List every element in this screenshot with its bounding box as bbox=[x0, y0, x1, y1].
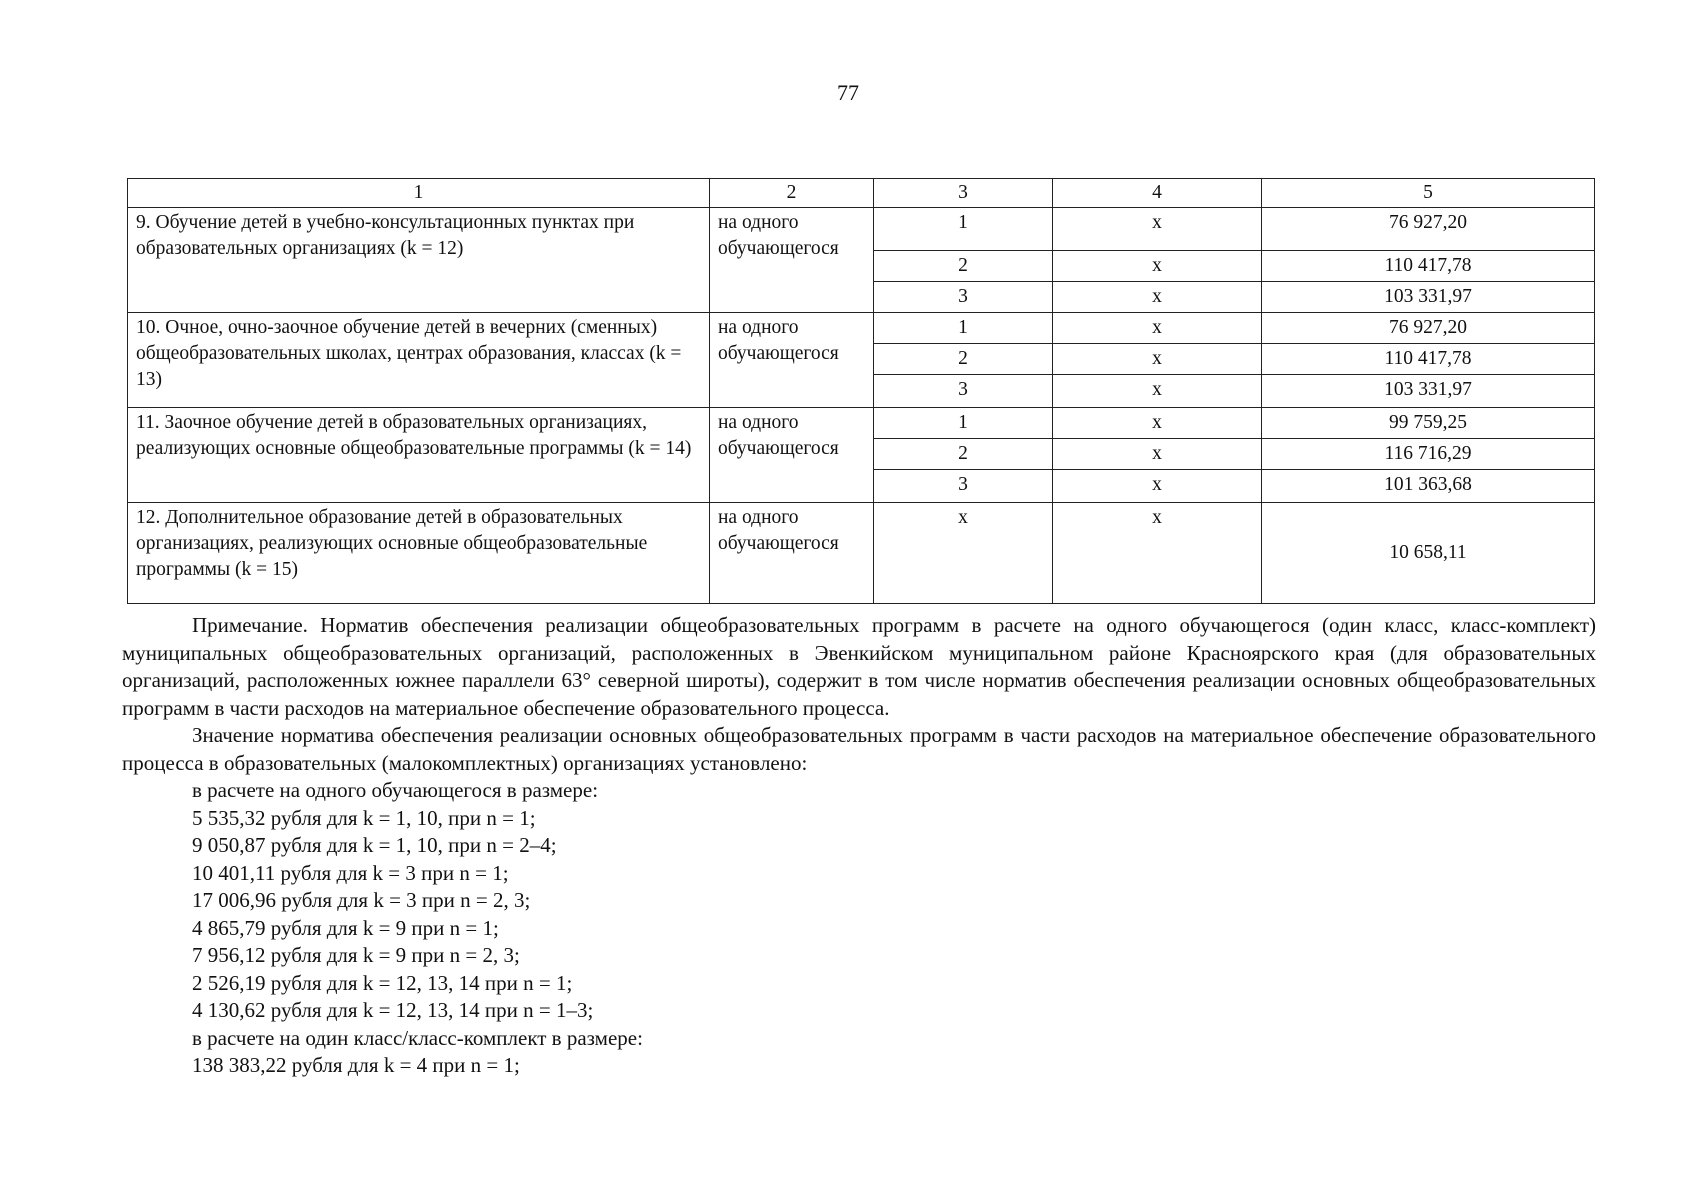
row-n: 2 bbox=[874, 439, 1053, 470]
row-value: 110 417,78 bbox=[1262, 251, 1595, 282]
note-line: в расчете на одного обучающегося в размере: bbox=[192, 778, 599, 802]
table-row bbox=[128, 408, 1595, 439]
note-line: 2 526,19 рубля для k = 12, 13, 14 при n = 1; bbox=[192, 970, 573, 995]
row-col4: x bbox=[1053, 375, 1262, 408]
row-value: 110 417,78 bbox=[1262, 344, 1595, 375]
row-unit: на одного обучающегося bbox=[710, 503, 874, 604]
header-col-2: 2 bbox=[710, 179, 874, 208]
note-line: 10 401,11 рубля для k = 3 при n = 1; bbox=[192, 860, 509, 885]
row-n: 1 bbox=[874, 313, 1053, 344]
row-value: 76 927,20 bbox=[1262, 208, 1595, 251]
row-n: 3 bbox=[874, 470, 1053, 503]
row-name: 11. Заочное обучение детей в образовательных организациях, реализующих основные общеобразовательные программы (k = 14) bbox=[128, 408, 710, 503]
note-line: 5 535,32 рубля для k = 1, 10, при n = 1; bbox=[192, 805, 536, 830]
note-line: в расчете на один класс/класс-комплект в размере: bbox=[192, 1025, 643, 1050]
row-value: 103 331,97 bbox=[1262, 282, 1595, 313]
row-value: 76 927,20 bbox=[1262, 313, 1595, 344]
note-line: 4 130,62 рубля для k = 12, 13, 14 при n = 1–3; bbox=[192, 998, 594, 1022]
row-value: 10 658,11 bbox=[1262, 503, 1595, 604]
row-n: 1 bbox=[874, 408, 1053, 439]
note-line: 9 050,87 рубля для k = 1, 10, при n = 2–4; bbox=[192, 833, 557, 857]
row-name: 10. Очное, очно-заочное обучение детей в вечерних (сменных) общеобразовательных школах, центрах образования, классах (k = 13) bbox=[128, 313, 710, 408]
note-paragraph-2: Значение норматива обеспечения реализации основных общеобразовательных программ в части расходов на материальное обеспечение образовательного процесса в образовательных (малокомплектных) организациях установлено: bbox=[122, 723, 1596, 775]
row-n: 1 bbox=[874, 208, 1053, 251]
row-col4: x bbox=[1053, 251, 1262, 282]
row-col4: x bbox=[1053, 439, 1262, 470]
table-header-row bbox=[128, 179, 1595, 208]
row-col4: x bbox=[1053, 408, 1262, 439]
table-row bbox=[128, 503, 1595, 604]
row-col4: x bbox=[1053, 503, 1262, 604]
row-col4: x bbox=[1053, 313, 1262, 344]
row-value: 103 331,97 bbox=[1262, 375, 1595, 408]
row-value: 99 759,25 bbox=[1262, 408, 1595, 439]
row-n: x bbox=[874, 503, 1053, 604]
row-n: 3 bbox=[874, 282, 1053, 313]
header-col-3: 3 bbox=[874, 179, 1053, 208]
row-col4: x bbox=[1053, 344, 1262, 375]
row-name: 9. Обучение детей в учебно-консультационных пунктах при образовательных организациях (k = 12) bbox=[128, 208, 710, 313]
row-unit: на одного обучающегося bbox=[710, 408, 874, 503]
header-col-4: 4 bbox=[1053, 179, 1262, 208]
header-col-5: 5 bbox=[1262, 179, 1595, 208]
page-number: 77 bbox=[837, 80, 859, 105]
note-line: 4 865,79 рубля для k = 9 при n = 1; bbox=[192, 915, 499, 940]
header-col-1: 1 bbox=[128, 179, 710, 208]
note-line: 17 006,96 рубля для k = 3 при n = 2, 3; bbox=[192, 888, 531, 912]
row-col4: x bbox=[1053, 282, 1262, 313]
row-n: 2 bbox=[874, 344, 1053, 375]
row-unit: на одного обучающегося bbox=[710, 208, 874, 313]
row-n: 2 bbox=[874, 251, 1053, 282]
note-line: 138 383,22 рубля для k = 4 при n = 1; bbox=[192, 1053, 520, 1077]
row-col4: x bbox=[1053, 470, 1262, 503]
norms-table bbox=[127, 178, 1595, 604]
note-line: 7 956,12 рубля для k = 9 при n = 2, 3; bbox=[192, 943, 520, 967]
row-unit: на одного обучающегося bbox=[710, 313, 874, 408]
table-row bbox=[128, 208, 1595, 251]
table-row bbox=[128, 313, 1595, 344]
row-value: 116 716,29 bbox=[1262, 439, 1595, 470]
note-section bbox=[122, 612, 1596, 1080]
row-n: 3 bbox=[874, 375, 1053, 408]
note-paragraph-1: Примечание. Норматив обеспечения реализации общеобразовательных программ в расчете на одного обучающегося (один класс, класс-комплект) муниципальных общеобразовательных организаций, расположенных в Эвенкийском муниципальном районе Красноярского края (для образовательных организаций, расположенных южнее параллели 63° северной широты), содержит в том числе норматив обеспечения реализации основных общеобразовательных программ в части расходов на материальное обеспечение образовательного процесса. bbox=[122, 613, 1596, 720]
row-name: 12. Дополнительное образование детей в образовательных организациях, реализующих основные общеобразовательные программы (k = 15) bbox=[128, 503, 710, 604]
row-col4: x bbox=[1053, 208, 1262, 251]
row-value: 101 363,68 bbox=[1262, 470, 1595, 503]
